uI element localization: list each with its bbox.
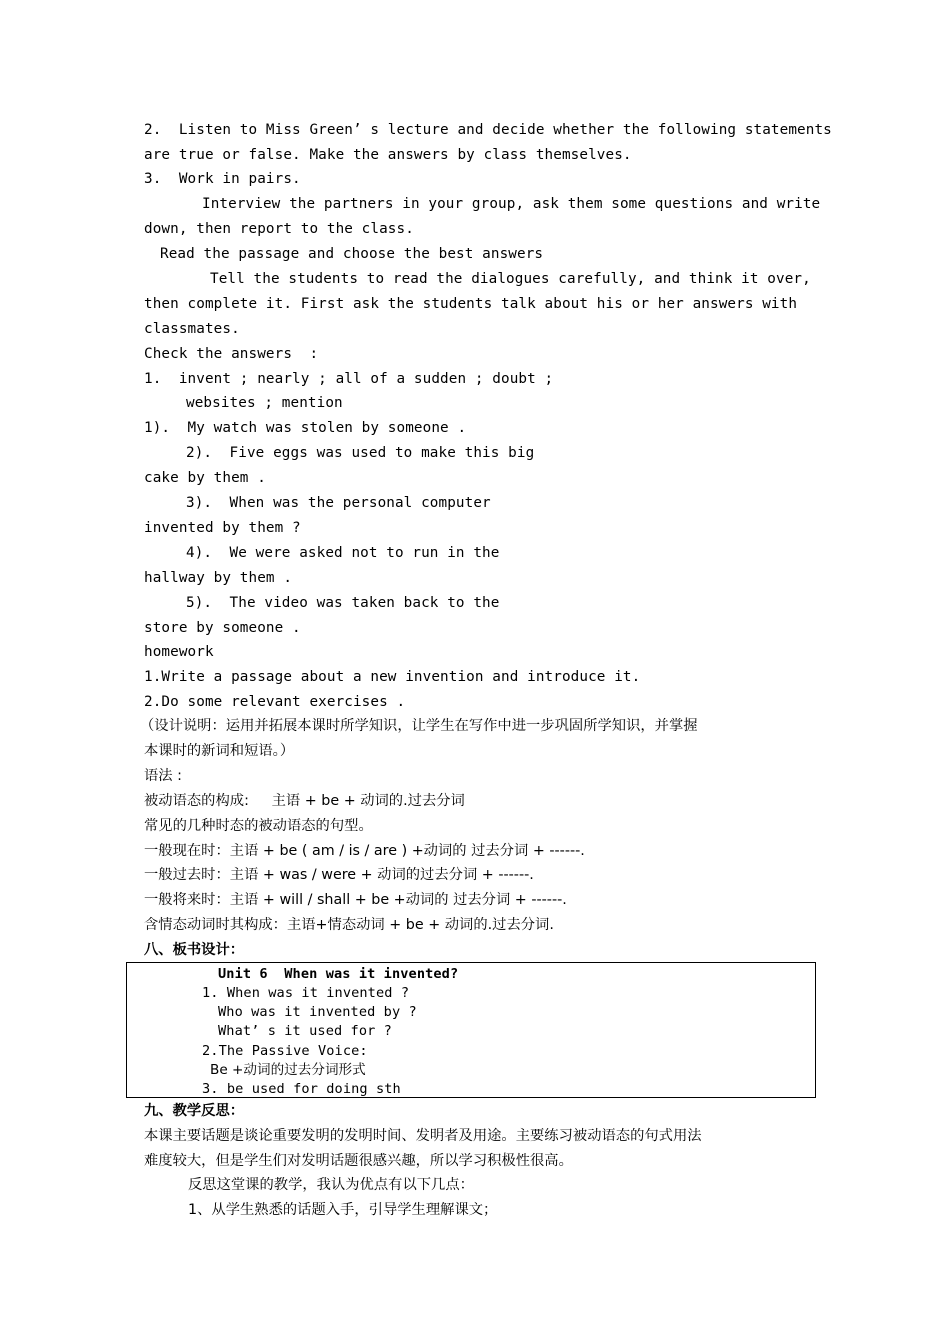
text-line: （设计说明：运用并拓展本课时所学知识，让学生在写作中进一步巩固所学知识，并掌握 <box>140 718 698 734</box>
text-line: 4). We were asked not to run in the <box>186 545 500 561</box>
text-line: 被动语态的构成: 主语 + be + 动词的.过去分词 <box>144 793 465 809</box>
board-line: 2.The Passive Voice: <box>202 1043 368 1059</box>
text-line: then complete it. First ask the students talk about his or her answers with <box>144 296 798 312</box>
board-title: Unit 6 When was it invented? <box>218 966 459 982</box>
text-line: store by someone . <box>144 620 301 636</box>
text-line: 2. Listen to Miss Green’ s lecture and decide whether the following statements <box>144 122 832 138</box>
text-line: 1. invent ; nearly ; all of a sudden ; doubt ; <box>144 371 554 387</box>
text-line: hallway by them . <box>144 570 293 586</box>
text-line: 一般现在时：主语 + be ( am / is / are ) +动词的 过去分词 + ------. <box>144 843 585 859</box>
text-line: 难度较大，但是学生们对发明话题很感兴趣，所以学习积极性很高。 <box>144 1153 573 1169</box>
text-line: Check the answers : <box>144 346 319 362</box>
text-line: are true or false. Make the answers by class themselves. <box>144 147 632 163</box>
text-line: invented by them ? <box>144 520 301 536</box>
section-heading: 九、教学反思： <box>144 1103 245 1119</box>
text-line: homework <box>144 644 214 660</box>
text-line: 本课主要话题是谈论重要发明的发明时间、发明者及用途。主要练习被动语态的句式用法 <box>144 1128 702 1144</box>
text-line: 2.Do some relevant exercises . <box>144 694 406 710</box>
blackboard-design-box <box>126 962 816 1098</box>
text-line: 反思这堂课的教学，我认为优点有以下几点： <box>188 1177 474 1193</box>
text-line: 1、从学生熟悉的话题入手，引导学生理解课文； <box>188 1202 498 1218</box>
text-line: websites ; mention <box>186 395 343 411</box>
board-line: Who was it invented by ? <box>218 1004 417 1020</box>
text-line: cake by them . <box>144 470 266 486</box>
text-line: 语法 : <box>144 768 182 784</box>
section-heading: 八、板书设计： <box>144 942 245 958</box>
board-line: 3. be used for doing sth <box>202 1081 401 1097</box>
board-line: What’ s it used for ? <box>218 1023 392 1039</box>
text-line: classmates. <box>144 321 240 337</box>
text-line: 本课时的新词和短语。） <box>144 743 295 759</box>
board-line: 1. When was it invented ? <box>202 985 410 1001</box>
text-line: 3). When was the personal computer <box>186 495 491 511</box>
text-line: 一般过去时：主语 + was / were + 动词的过去分词 + ------. <box>144 867 534 883</box>
text-line: down, then report to the class. <box>144 221 414 237</box>
text-line: 一般将来时：主语 + will / shall + be +动词的 过去分词 + ------. <box>144 892 567 908</box>
text-line: Interview the partners in your group, ask them some questions and write <box>202 196 821 212</box>
board-line: Be +动词的过去分词形式 <box>210 1062 366 1078</box>
text-line: 1.Write a passage about a new invention and introduce it. <box>144 669 641 685</box>
text-line: Tell the students to read the dialogues carefully, and think it over, <box>210 271 811 287</box>
text-line: 常见的几种时态的被动语态的句型。 <box>144 818 373 834</box>
text-line: 3. Work in pairs. <box>144 171 301 187</box>
text-line: 含情态动词时其构成：主语+情态动词 + be + 动词的.过去分词. <box>144 917 554 933</box>
text-line: 2). Five eggs was used to make this big <box>186 445 535 461</box>
text-line: Read the passage and choose the best answers <box>160 246 544 262</box>
text-line: 1). My watch was stolen by someone . <box>144 420 467 436</box>
text-line: 5). The video was taken back to the <box>186 595 500 611</box>
